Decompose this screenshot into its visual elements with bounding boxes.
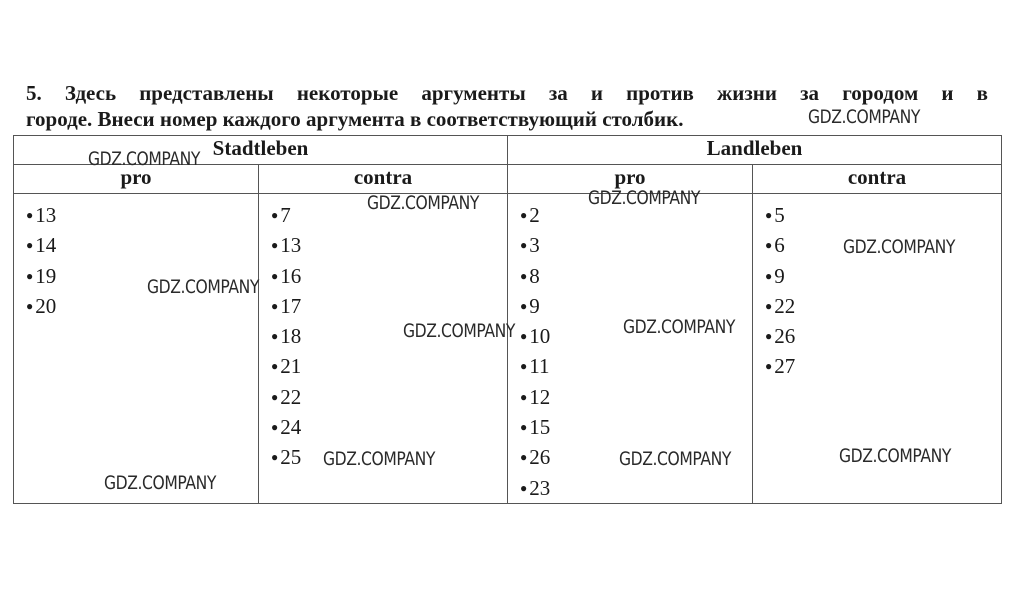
watermark: GDZ.COMPANY: [104, 472, 217, 494]
bullet-icon: ●: [520, 208, 528, 222]
column-header-land-contra: contra: [753, 165, 1002, 194]
list-item: [520, 261, 752, 291]
item-number: 18: [280, 324, 302, 349]
list-item: [520, 412, 752, 442]
bullet-icon: ●: [520, 359, 528, 374]
bullet-icon: ●: [765, 268, 773, 283]
item-number: 25: [280, 445, 302, 470]
bullet-icon: ●: [26, 208, 34, 222]
bullet-icon: ●: [520, 238, 528, 253]
list-item: [26, 230, 258, 260]
bullet-icon: ●: [520, 420, 528, 435]
bullet-icon: ●: [271, 389, 279, 404]
item-number: 6: [774, 233, 785, 258]
list-item: [520, 382, 752, 412]
item-number: 13: [280, 233, 302, 258]
bullet-icon: ●: [765, 208, 773, 222]
item-number: 27: [774, 354, 796, 379]
list-item: [26, 200, 258, 230]
item-number: 11: [529, 354, 550, 379]
item-number: 12: [529, 384, 551, 409]
watermark: GDZ.COMPANY: [808, 106, 921, 128]
watermark: GDZ.COMPANY: [619, 448, 732, 470]
watermark: GDZ.COMPANY: [367, 192, 480, 214]
watermark: GDZ.COMPANY: [588, 187, 701, 209]
watermark: GDZ.COMPANY: [403, 320, 516, 342]
bullet-icon: ●: [271, 450, 279, 465]
column-header-land-pro: pro: [508, 165, 753, 194]
task-line-2: городе. Внеси номер каждого аргумента в соответствующий столбик.: [26, 107, 684, 131]
column-header-stadt-contra: contra: [259, 165, 508, 194]
item-number: 5: [774, 203, 785, 227]
item-number: 3: [529, 233, 540, 258]
bullet-icon: ●: [271, 359, 279, 374]
bullet-icon: ●: [520, 480, 528, 495]
list-item: [520, 230, 752, 260]
bullet-icon: ●: [765, 359, 773, 374]
list-item: [765, 291, 1001, 321]
item-number: 22: [280, 384, 302, 409]
task-line-1: 5. Здесь представлены некоторые аргументы за и против жизни за городом и в: [26, 81, 988, 105]
group-header-stadtleben: Stadtleben: [14, 136, 508, 165]
item-number: 16: [280, 263, 302, 288]
bullet-icon: ●: [271, 420, 279, 435]
watermark: GDZ.COMPANY: [839, 445, 952, 467]
item-number: 10: [529, 324, 551, 349]
bullet-icon: ●: [765, 238, 773, 253]
bullet-icon: ●: [271, 268, 279, 283]
list-item: [765, 200, 1001, 230]
bullet-icon: ●: [271, 329, 279, 344]
column-header-stadt-pro: pro: [14, 165, 259, 194]
item-number: 17: [280, 293, 302, 318]
bullet-icon: ●: [271, 238, 279, 253]
bullet-icon: ●: [520, 268, 528, 283]
item-number: 14: [35, 233, 57, 258]
item-number: 22: [774, 293, 796, 318]
item-list: [14, 194, 258, 321]
item-number: 9: [774, 263, 785, 288]
watermark: GDZ.COMPANY: [623, 316, 736, 338]
list-item: [271, 261, 507, 291]
watermark: GDZ.COMPANY: [323, 448, 436, 470]
item-number: 9: [529, 293, 540, 318]
list-item: [765, 261, 1001, 291]
item-number: 13: [35, 203, 57, 227]
list-item: [765, 351, 1001, 381]
item-number: 26: [529, 445, 551, 470]
item-number: 7: [280, 203, 291, 227]
bullet-icon: ●: [520, 329, 528, 344]
list-item: [765, 321, 1001, 351]
group-header-landleben: Landleben: [508, 136, 1002, 165]
item-number: 8: [529, 263, 540, 288]
item-number: 15: [529, 415, 551, 440]
item-number: 21: [280, 354, 302, 379]
item-number: 26: [774, 324, 796, 349]
bullet-icon: ●: [520, 298, 528, 313]
list-item: [520, 351, 752, 381]
list-item: [271, 351, 507, 381]
item-number: 19: [35, 263, 57, 288]
watermark: GDZ.COMPANY: [843, 236, 956, 258]
bullet-icon: ●: [520, 389, 528, 404]
watermark: GDZ.COMPANY: [147, 276, 260, 298]
watermark: GDZ.COMPANY: [88, 148, 201, 170]
list-item: [271, 291, 507, 321]
bullet-icon: ●: [271, 208, 279, 222]
item-number: 20: [35, 293, 57, 318]
bullet-icon: ●: [26, 298, 34, 313]
bullet-icon: ●: [26, 268, 34, 283]
item-number: 2: [529, 203, 540, 227]
item-number: 23: [529, 475, 551, 500]
list-item: [520, 473, 752, 503]
column-stadt-pro: [14, 194, 259, 504]
bullet-icon: ●: [765, 329, 773, 344]
bullet-icon: ●: [765, 298, 773, 313]
bullet-icon: ●: [271, 298, 279, 313]
list-item: [271, 412, 507, 442]
list-item: [271, 382, 507, 412]
bullet-icon: ●: [520, 450, 528, 465]
item-list: [753, 194, 1001, 382]
list-item: [271, 230, 507, 260]
item-number: 24: [280, 415, 302, 440]
bullet-icon: ●: [26, 238, 34, 253]
